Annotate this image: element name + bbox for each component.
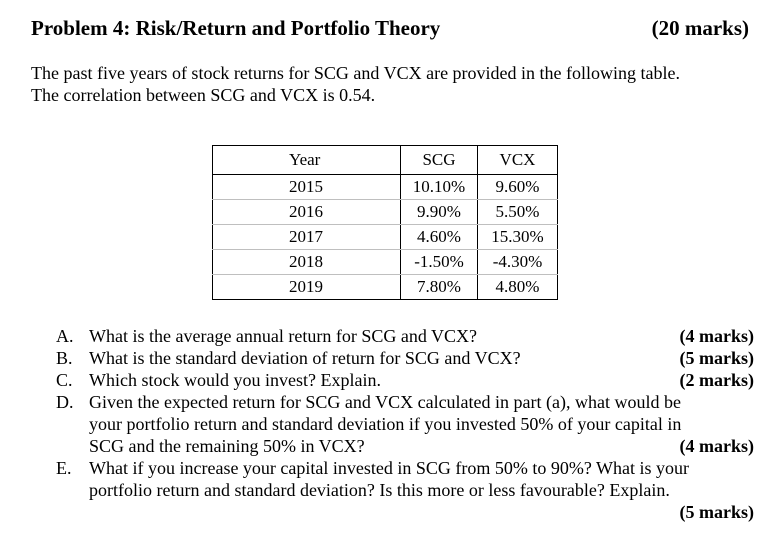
question-text: Which stock would you invest? Explain. <box>89 370 381 390</box>
question-marks: (5 marks) <box>679 348 754 368</box>
question-e <box>56 457 754 523</box>
intro-line-1: The past five years of stock returns for SCG and VCX are provided in the following table. <box>31 63 681 83</box>
table-header-row <box>213 146 558 175</box>
question-text-line-2: portfolio return and standard deviation? Is this more or less favourable? Explain. <box>89 480 670 500</box>
cell-year: 2018 <box>213 250 401 275</box>
table-row <box>213 200 558 225</box>
cell-year: 2017 <box>213 225 401 250</box>
question-text-line-1: What if you increase your capital invested in SCG from 50% to 90%? What is your <box>89 458 690 478</box>
intro-paragraph <box>31 62 756 106</box>
question-a <box>56 325 754 347</box>
table-row <box>213 275 558 300</box>
header-year: Year <box>213 146 401 175</box>
cell-scg: 4.60% <box>401 225 478 250</box>
question-text-line-2: your portfolio return and standard deviation if you invested 50% of your capital in <box>89 414 682 434</box>
question-text-line-1: Given the expected return for SCG and VCX calculated in part (a), what would be <box>89 392 681 412</box>
cell-year: 2015 <box>213 175 401 200</box>
question-text-line-3: SCG and the remaining 50% in VCX? <box>89 436 365 456</box>
cell-vcx: -4.30% <box>478 250 558 275</box>
header-scg: SCG <box>401 146 478 175</box>
cell-year: 2019 <box>213 275 401 300</box>
problem-title: Problem 4: Risk/Return and Portfolio Theory <box>31 16 441 40</box>
cell-vcx: 4.80% <box>495 277 540 296</box>
cell-scg: -1.50% <box>401 250 478 275</box>
question-list <box>56 325 754 523</box>
cell-vcx: 9.60% <box>478 175 558 200</box>
question-c <box>56 369 754 391</box>
table-row <box>213 250 558 275</box>
question-marks: (2 marks) <box>679 370 754 390</box>
table-row <box>213 175 558 200</box>
cell-year: 2016 <box>213 200 401 225</box>
cell-scg: 7.80% <box>401 275 478 300</box>
question-b <box>56 347 754 369</box>
question-marks: (4 marks) <box>679 326 754 346</box>
cell-scg: 10.10% <box>401 175 478 200</box>
question-letter: C. <box>56 370 73 390</box>
intro-line-2: The correlation between SCG and VCX is 0.54. <box>31 85 376 105</box>
returns-table <box>212 145 558 300</box>
problem-total-marks: (20 marks) <box>651 16 749 40</box>
cell-scg: 9.90% <box>401 200 478 225</box>
table-row <box>213 225 558 250</box>
question-d <box>56 391 754 457</box>
header-vcx: VCX <box>478 146 558 175</box>
question-letter: D. <box>56 392 74 412</box>
question-text: What is the standard deviation of return for SCG and VCX? <box>89 348 521 368</box>
question-letter: A. <box>56 326 74 346</box>
problem-header <box>31 16 749 41</box>
cell-vcx: 5.50% <box>478 200 558 225</box>
question-letter: B. <box>56 348 73 368</box>
question-letter: E. <box>56 458 72 478</box>
question-marks: (4 marks) <box>679 436 754 456</box>
question-marks: (5 marks) <box>679 502 754 522</box>
cell-vcx: 15.30% <box>478 225 558 250</box>
question-text: What is the average annual return for SCG and VCX? <box>89 326 478 346</box>
